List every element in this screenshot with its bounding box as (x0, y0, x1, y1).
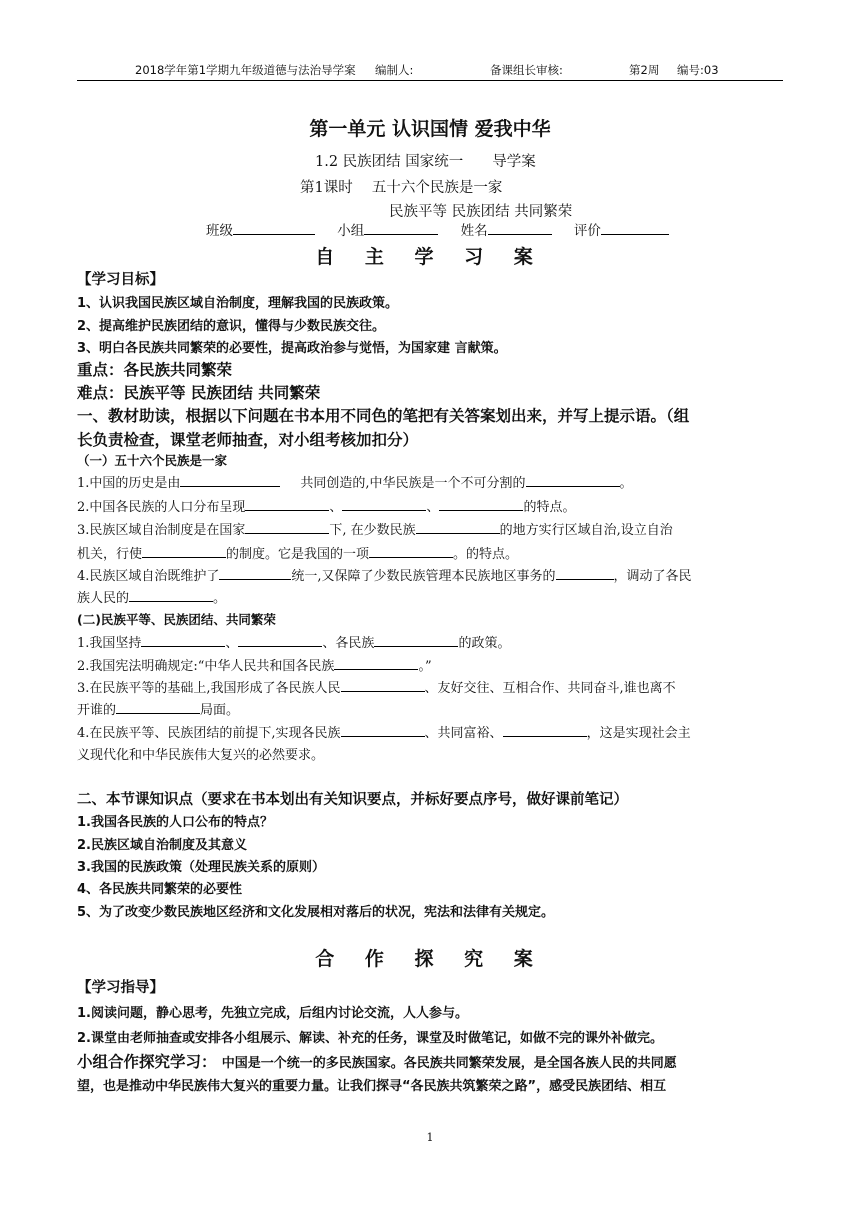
part-two-heading: 二、本节课知识点（要求在书本划出有关知识要点，并标好要点序号，做好课前笔记） (77, 792, 628, 808)
period-title: 第1课时 五十六个民族是一家 (300, 180, 503, 196)
knowledge-point-1: 1.我国各民族的人口公布的特点？ (77, 815, 273, 830)
knowledge-point-2: 2.民族区域自治制度及其意义 (77, 838, 247, 853)
blank-b3-1[interactable] (341, 678, 425, 692)
part-one-heading-line-2: 长负责检查，课堂老师抽查，对小组考核加扣分） (77, 431, 419, 449)
header-editor: 编制人: (375, 63, 414, 77)
group-label: 小组 (337, 223, 365, 239)
blank-a1-2[interactable] (526, 473, 620, 487)
study-guide-heading: 【学习指导】 (77, 980, 164, 996)
group-inquiry-text-2: 望，也是推动中华民族伟大复兴的重要力量。让我们探寻“各民族共筑繁荣之路”，感受民族团结、相互 (77, 1079, 667, 1094)
student-info-fields (206, 219, 669, 239)
evaluation-field[interactable] (601, 222, 669, 235)
part-one-heading-line-1: 一、教材助读，根据以下问题在书本用不同色的笔把有关答案划出来，并写上提示语。（组 (77, 407, 690, 425)
question-b4: 4.在民族平等、民族团结的前提下,实现各民族 、共同富裕、 ，这是实现社会主 (77, 722, 787, 741)
header-number: 编号:03 (677, 63, 719, 77)
class-label: 班级 (206, 223, 233, 239)
blank-a2-2[interactable] (342, 497, 426, 511)
page-number: 1 (426, 1131, 434, 1144)
blank-a2-3[interactable] (439, 497, 523, 511)
blank-b2-1[interactable] (334, 656, 418, 670)
blank-b1-1[interactable] (141, 633, 225, 647)
group-inquiry-paragraph (77, 1050, 787, 1072)
blank-b3-2[interactable] (116, 700, 200, 714)
blank-a3-2[interactable] (416, 520, 500, 534)
question-b3-continued: 开谁的 局面。 (77, 699, 787, 718)
knowledge-point-5: 5、为了改变少数民族地区经济和文化发展相对落后的状况，宪法和法律有关规定。 (77, 905, 555, 920)
question-a4: 4.民族区域自治既维护了 统一,又保障了少数民族管理本民族地区事务的 ，调动了各民 (77, 565, 787, 584)
blank-a1-1[interactable] (180, 473, 280, 487)
goal-item-3: 3、明白各民族共同繁荣的必要性，提高政治参与觉悟，为国家建 言献策。 (77, 341, 507, 356)
blank-a3-1[interactable] (245, 520, 329, 534)
knowledge-point-4: 4、各民族共同繁荣的必要性 (77, 882, 243, 897)
name-label: 姓名 (460, 223, 488, 239)
blank-b1-3[interactable] (374, 633, 458, 647)
blank-b4-1[interactable] (341, 723, 425, 737)
name-field[interactable] (488, 222, 552, 235)
blank-a2-1[interactable] (245, 497, 329, 511)
study-guide-item-2: 2.课堂由老师抽查或安排各小组展示、解读、补充的任务，课堂及时做笔记，如做不完的课外补做完。 (77, 1031, 663, 1046)
header-reviewer: 备课组长审核: (490, 63, 563, 77)
unit-title: 第一单元 认识国情 爱我中华 (309, 118, 551, 140)
question-b3: 3.在民族平等的基础上,我国形成了各民族人民 、友好交往、互相合作、共同奋斗,谁也离不 (77, 677, 787, 696)
subsection-a-heading: （一）五十六个民族是一家 (77, 453, 228, 468)
blank-a3-4[interactable] (369, 544, 453, 558)
lesson-title: 1.2 民族团结 国家统一 导学案 (315, 154, 536, 170)
group-inquiry-text-1: 中国是一个统一的多民族国家。各民族共同繁荣发展，是全国各族人民的共同愿 (208, 1056, 677, 1071)
group-inquiry-label: 小组合作探究学习： (77, 1053, 209, 1071)
question-b1: 1.我国坚持 、 、各民族 的政策。 (77, 632, 787, 651)
goals-heading: 【学习目标】 (77, 272, 164, 288)
goal-item-2: 2、提高维护民族团结的意识，懂得与少数民族交往。 (77, 319, 386, 334)
question-b2: 2.我国宪法明确规定:“中华人民共和国各民族 。” (77, 655, 787, 674)
knowledge-point-3: 3.我国的民族政策（处理民族关系的原则） (77, 860, 325, 875)
question-b4-continued: 义现代化和中华民族伟大复兴的必然要求。 (77, 748, 325, 763)
question-a3: 3.民族区域自治制度是在国家 下, 在少数民族 的地方实行区域自治,设立自治 (77, 519, 787, 538)
cooperative-study-title: 合 作 探 究 案 (315, 948, 545, 970)
group-field[interactable] (364, 222, 438, 235)
subsection-b-heading: (二)民族平等、民族团结、共同繁荣 (77, 612, 276, 627)
blank-b1-2[interactable] (238, 633, 322, 647)
class-field[interactable] (233, 222, 315, 235)
goal-item-1: 1、认识我国民族区域自治制度，理解我国的民族政策。 (77, 296, 399, 311)
difficult-point: 难点：民族平等 民族团结 共同繁荣 (77, 384, 321, 402)
question-a1: 1.中国的历史是由 共同创造的,中华民族是一个不可分割的 。 (77, 472, 787, 491)
question-a2: 2.中国各民族的人口分布呈现 、 、 的特点。 (77, 496, 787, 515)
question-a4-continued: 族人民的 。 (77, 587, 787, 606)
header-doc-title: 2018学年第1学期九年级道德与法治导学案 (135, 63, 356, 77)
blank-a4-3[interactable] (129, 588, 213, 602)
study-guide-item-1: 1.阅读问题，静心思考，先独立完成，后组内讨论交流，人人参与。 (77, 1006, 468, 1021)
evaluation-label: 评价 (573, 223, 601, 239)
key-point: 重点：各民族共同繁荣 (77, 361, 233, 379)
self-study-title: 自 主 学 习 案 (315, 246, 545, 268)
header-week: 第2周 (629, 63, 660, 77)
lesson-subtitle: 民族平等 民族团结 共同繁荣 (389, 204, 573, 220)
blank-a3-3[interactable] (142, 544, 226, 558)
blank-b4-2[interactable] (503, 723, 587, 737)
blank-a4-1[interactable] (219, 566, 291, 580)
question-a3-continued: 机关，行使 的制度。它是我国的一项 。的特点。 (77, 543, 787, 562)
header-rule (77, 80, 783, 81)
blank-a4-2[interactable] (556, 566, 614, 580)
